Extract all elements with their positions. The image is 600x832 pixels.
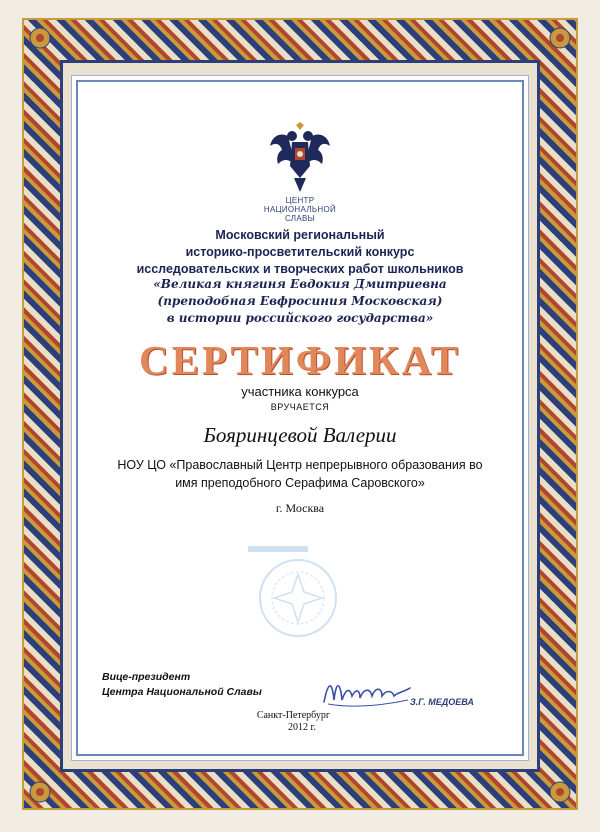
signatory-title-line: Вице-президент	[102, 671, 191, 683]
institution-line: имя преподобного Серафима Саровского»	[175, 476, 425, 490]
recipient-name: Бояринцевой Валерии	[203, 423, 397, 447]
heading-line: Московский региональный	[215, 228, 385, 242]
institution-line: НОУ ЦО «Православный Центр непрерывного образования во	[117, 458, 483, 472]
organization-name-line: НАЦИОНАЛЬНОЙ	[263, 205, 337, 214]
issue-year: 2012 г.	[288, 722, 316, 733]
handwritten-signature	[320, 674, 415, 710]
signatory-title	[102, 670, 262, 700]
organization-name	[0, 196, 600, 223]
organization-name-line: ЦЕНТР	[285, 196, 315, 205]
faded-stamp-icon	[238, 540, 358, 650]
city: г. Москва	[275, 501, 325, 515]
signatory-title-line: Центра Национальной Славы	[102, 686, 262, 698]
double-headed-eagle-icon	[268, 122, 332, 194]
certificate-title: СЕРТИФИКАТ	[139, 337, 461, 383]
organization-name-line: СЛАВЫ	[284, 214, 315, 223]
institution-name	[0, 456, 600, 492]
contest-title	[0, 276, 600, 327]
certificate-subtitle: участника конкурса	[241, 384, 359, 399]
signatory-name: З.Г. МЕДОЕВА	[410, 697, 474, 707]
heading-line: исследовательских и творческих работ школьников	[136, 262, 464, 276]
heading-line: историко-просветительский конкурс	[185, 245, 415, 259]
contest-title-line: в истории российского государства»	[166, 311, 434, 325]
awarded-label: ВРУЧАЕТСЯ	[270, 402, 330, 412]
issue-place-date	[230, 710, 330, 734]
contest-heading	[0, 227, 600, 278]
contest-title-line: (преподобная Евфросиния Московская)	[157, 294, 443, 308]
issue-place: Санкт-Петербург	[256, 710, 330, 721]
contest-title-line: «Великая княгиня Евдокия Дмитриевна	[153, 277, 447, 291]
